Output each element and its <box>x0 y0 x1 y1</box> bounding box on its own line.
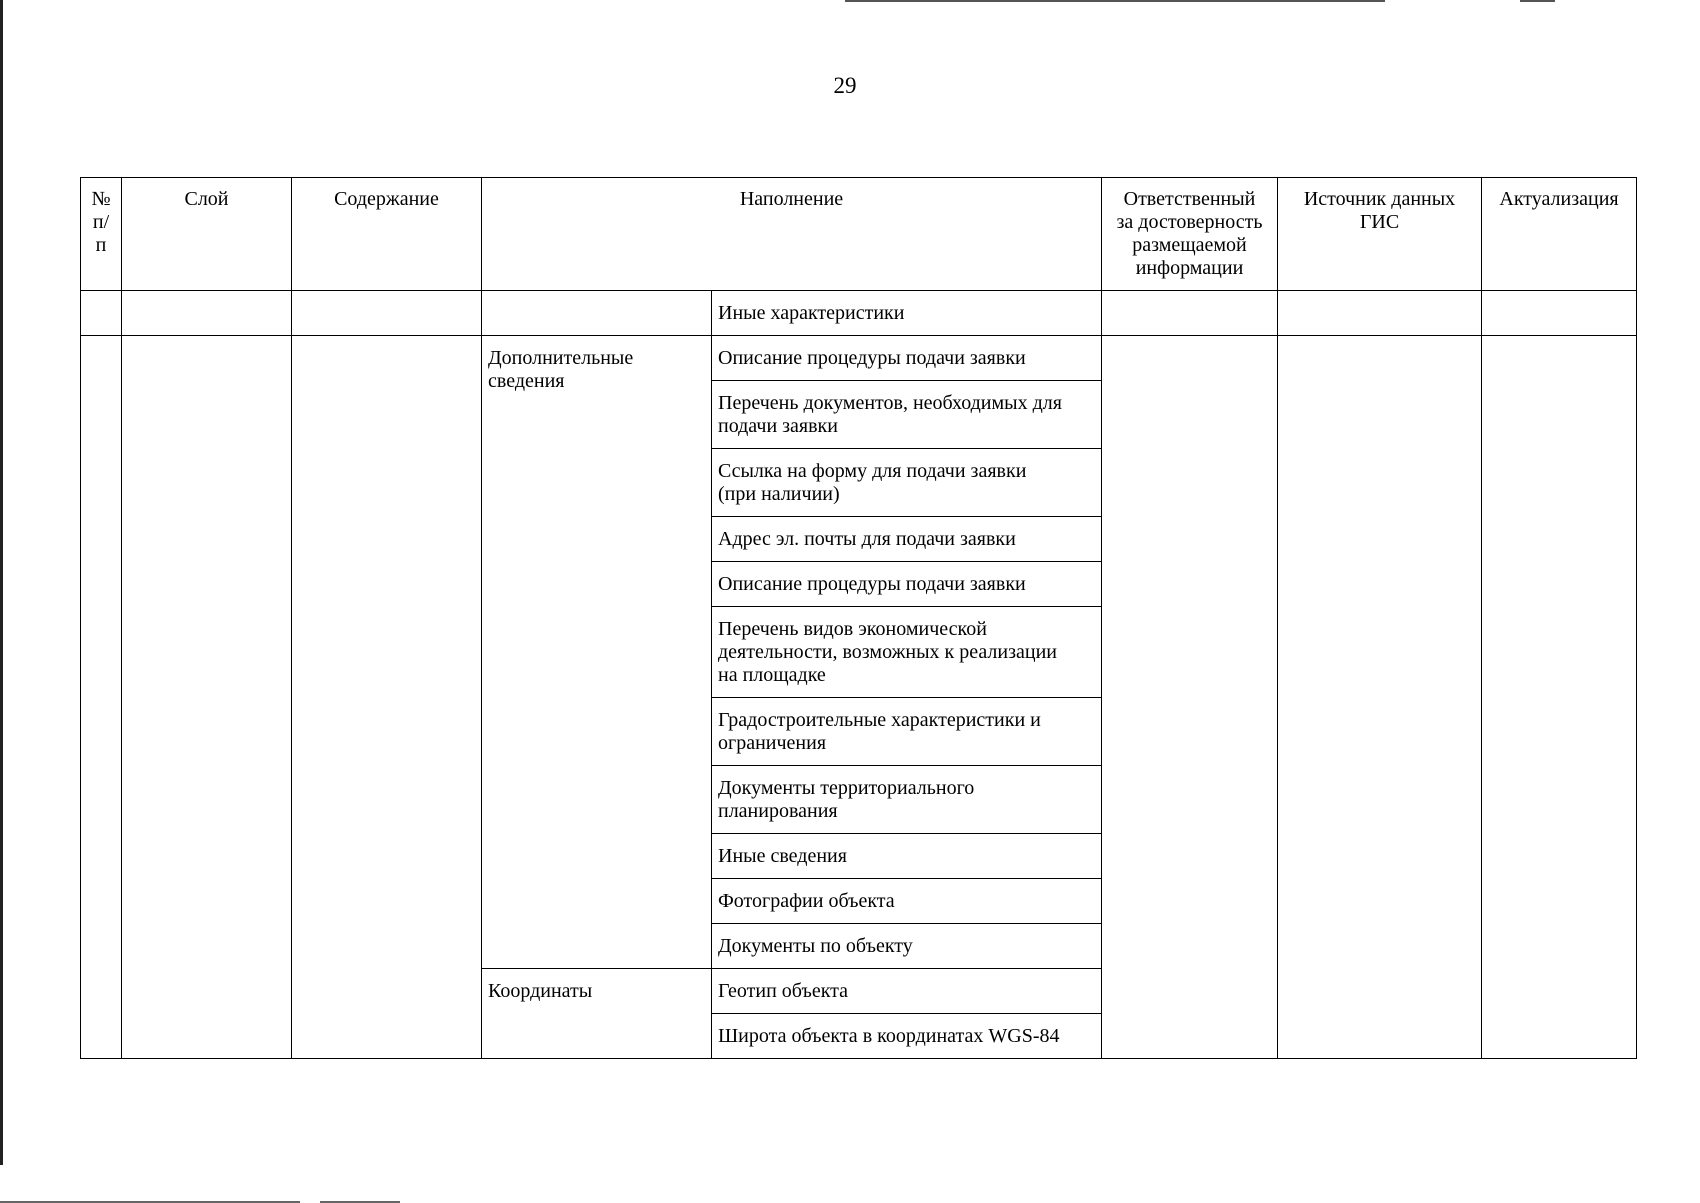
table-header-row <box>81 178 1637 291</box>
table-row <box>81 291 1637 336</box>
scan-line-top <box>1520 0 1555 2</box>
cell-filling-value: Фотографии объекта <box>712 879 1102 924</box>
cell-filling-value: Адрес эл. почты для подачи заявки <box>712 517 1102 562</box>
cell-filling-value: Документы по объекту <box>712 924 1102 969</box>
header-responsible: Ответственный за достоверность размещаемой информации <box>1102 178 1278 291</box>
page-number: 29 <box>833 73 857 98</box>
cell-filling-value: Описание процедуры подачи заявки <box>712 336 1102 381</box>
cell-number <box>81 336 122 1059</box>
cell-responsible <box>1102 336 1278 1059</box>
cell-update <box>1482 336 1637 1059</box>
cell-filling-group: Дополнительные сведения <box>482 336 712 969</box>
header-content: Содержание <box>292 178 482 291</box>
header-update: Актуализация <box>1482 178 1637 291</box>
cell-content <box>292 291 482 336</box>
cell-update <box>1482 291 1637 336</box>
cell-filling-value: Перечень видов экономической деятельности, возможных к реализации на площадке <box>712 607 1102 698</box>
cell-filling-value: Широта объекта в координатах WGS-84 <box>712 1014 1102 1059</box>
table-row <box>81 336 1637 381</box>
cell-filling-value: Документы территориального планирования <box>712 766 1102 834</box>
header-number: № п/ п <box>81 178 122 291</box>
header-filling: Наполнение <box>482 178 1102 291</box>
cell-source <box>1278 336 1482 1059</box>
cell-filling-value: Иные характеристики <box>712 291 1102 336</box>
cell-filling-value: Описание процедуры подачи заявки <box>712 562 1102 607</box>
cell-filling-value: Геотип объекта <box>712 969 1102 1014</box>
cell-source <box>1278 291 1482 336</box>
cell-filling-group <box>482 291 712 336</box>
cell-responsible <box>1102 291 1278 336</box>
cell-layer <box>122 291 292 336</box>
cell-number <box>81 291 122 336</box>
header-layer: Слой <box>122 178 292 291</box>
scan-edge-left <box>0 0 3 1165</box>
document-table <box>80 177 1637 1059</box>
header-source: Источник данных ГИС <box>1278 178 1482 291</box>
cell-filling-value: Иные сведения <box>712 834 1102 879</box>
scan-line-top <box>845 0 1385 2</box>
cell-filling-group: Координаты <box>482 969 712 1059</box>
cell-layer <box>122 336 292 1059</box>
cell-filling-value: Перечень документов, необходимых для подачи заявки <box>712 381 1102 449</box>
cell-filling-value: Градостроительные характеристики и ограничения <box>712 698 1102 766</box>
cell-content <box>292 336 482 1059</box>
cell-filling-value: Ссылка на форму для подачи заявки (при наличии) <box>712 449 1102 517</box>
